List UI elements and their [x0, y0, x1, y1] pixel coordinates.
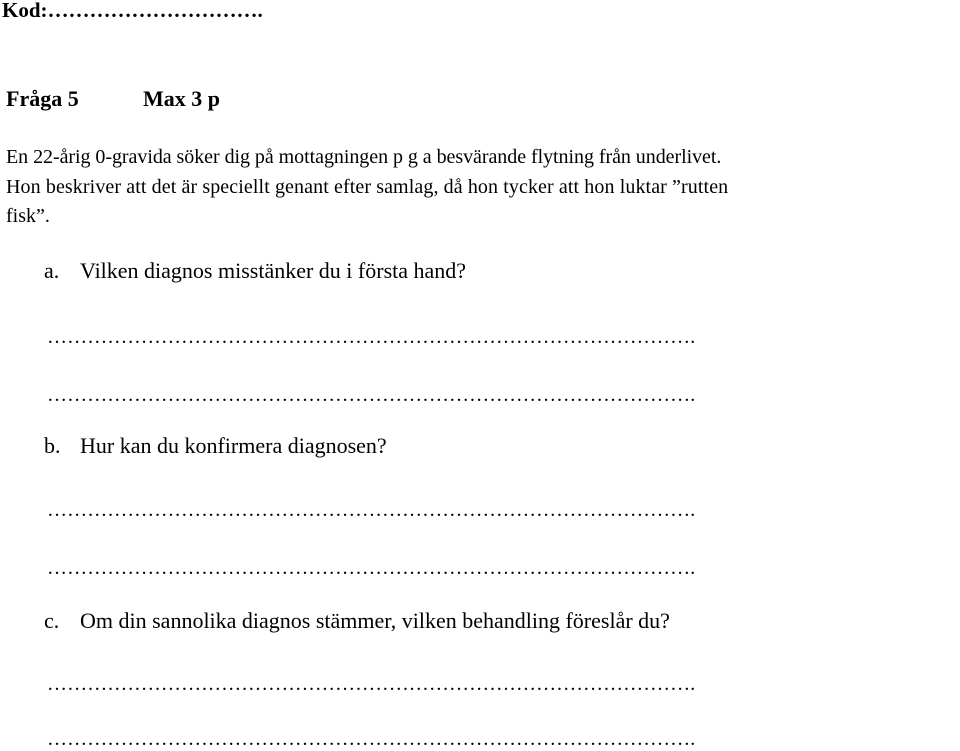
answer-line-b-2[interactable]: …………………………………………………………………………………….: [47, 557, 696, 579]
subquestion-b: [44, 433, 387, 459]
subquestion-text: Om din sannolika diagnos stämmer, vilken behandling föreslår du?: [80, 608, 670, 633]
answer-line-c-2[interactable]: …………………………………………………………………………………….: [47, 728, 696, 750]
subquestion-letter: a.: [44, 258, 60, 283]
case-line-2: Hon beskriver att det är speciellt genant efter samlag, då hon tycker att hon luktar ”rutten: [6, 175, 729, 198]
subquestion-letter: b.: [44, 433, 61, 458]
case-description: [6, 143, 956, 232]
case-line-3: fisk”.: [6, 205, 50, 227]
answer-line-a-2[interactable]: …………………………………………………………………………………….: [47, 384, 696, 406]
subquestion-c: [44, 608, 670, 634]
answer-line-a-1[interactable]: …………………………………………………………………………………….: [47, 326, 696, 348]
subquestion-text: Vilken diagnos misstänker du i första hand?: [80, 258, 467, 283]
answer-line-b-1[interactable]: …………………………………………………………………………………….: [47, 499, 696, 521]
max-points: Max 3 p: [143, 86, 220, 111]
question-title: Fråga 5: [6, 86, 79, 111]
student-code-field: Kod:………………………….: [2, 0, 263, 22]
subquestion-letter: c.: [44, 608, 60, 633]
subquestion-a: [44, 258, 466, 284]
case-line-1: En 22-årig 0-gravida söker dig på mottagningen p g a besvärande flytning från underlivet.: [6, 146, 722, 168]
subquestion-text: Hur kan du konfirmera diagnosen?: [80, 433, 387, 458]
answer-line-c-1[interactable]: …………………………………………………………………………………….: [47, 673, 696, 695]
